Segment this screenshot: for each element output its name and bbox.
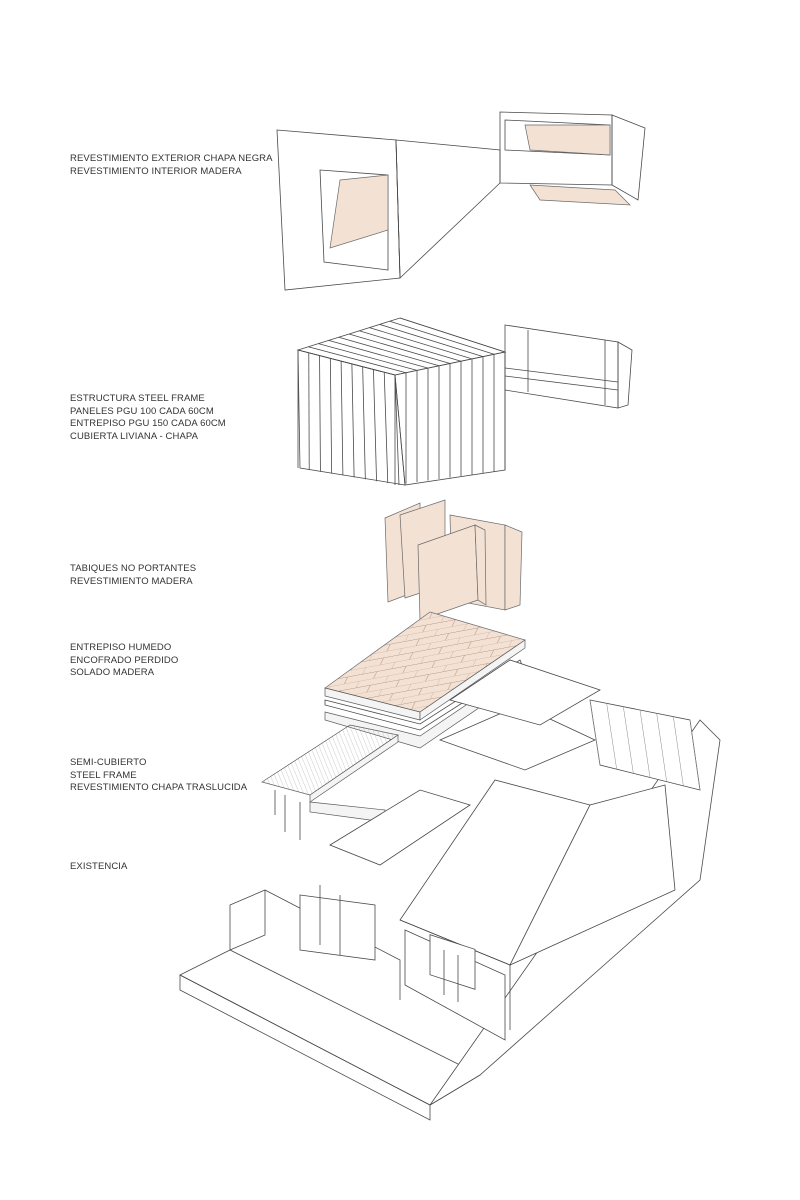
label-line: REVESTIMIENTO INTERIOR MADERA <box>70 165 242 177</box>
stud <box>341 361 343 475</box>
joist <box>308 347 406 373</box>
label-line: ENCOFRADO PERDIDO <box>70 654 179 666</box>
stud <box>352 364 354 478</box>
joist <box>349 334 450 364</box>
label-line: ENTREPISO PGU 150 CADA 60CM <box>70 418 226 429</box>
label-line: REVESTIMIENTO EXTERIOR CHAPA NEGRA <box>70 153 273 164</box>
label-line: EXISTENCIA <box>70 861 128 872</box>
partitions-layer <box>385 500 522 620</box>
label-line: REVESTIMIENTO MADERA <box>70 575 193 587</box>
stud <box>373 369 376 481</box>
label-line: TABIQUES NO PORTANTES <box>70 563 197 574</box>
stud <box>395 375 399 485</box>
label-line: PANELES PGU 100 CADA 60CM <box>70 405 214 417</box>
stud <box>363 367 366 480</box>
label-line: ESTRUCTURA STEEL FRAME <box>70 393 205 404</box>
joist <box>369 328 472 359</box>
cladding-layer <box>277 112 645 290</box>
label-line: ENTREPISO HUMEDO <box>70 642 172 653</box>
label-line: REVESTIMIENTO CHAPA TRASLUCIDA <box>70 782 248 793</box>
label-line: STEEL FRAME <box>70 769 137 781</box>
joist <box>359 331 461 361</box>
stud <box>384 372 388 483</box>
label-line: SEMI-CUBIERTO <box>70 757 147 768</box>
joist <box>380 324 483 356</box>
joist <box>298 350 395 375</box>
joist <box>339 337 439 366</box>
stud <box>320 356 321 472</box>
existing-layer <box>180 660 720 1120</box>
stud <box>330 358 331 473</box>
steel-frame-layer <box>298 318 632 485</box>
joist <box>329 340 428 368</box>
label-line: SOLADO MADERA <box>70 667 155 678</box>
label-line: CUBIERTA LIVIANA - CHAPA <box>70 430 199 442</box>
joist <box>318 344 417 371</box>
